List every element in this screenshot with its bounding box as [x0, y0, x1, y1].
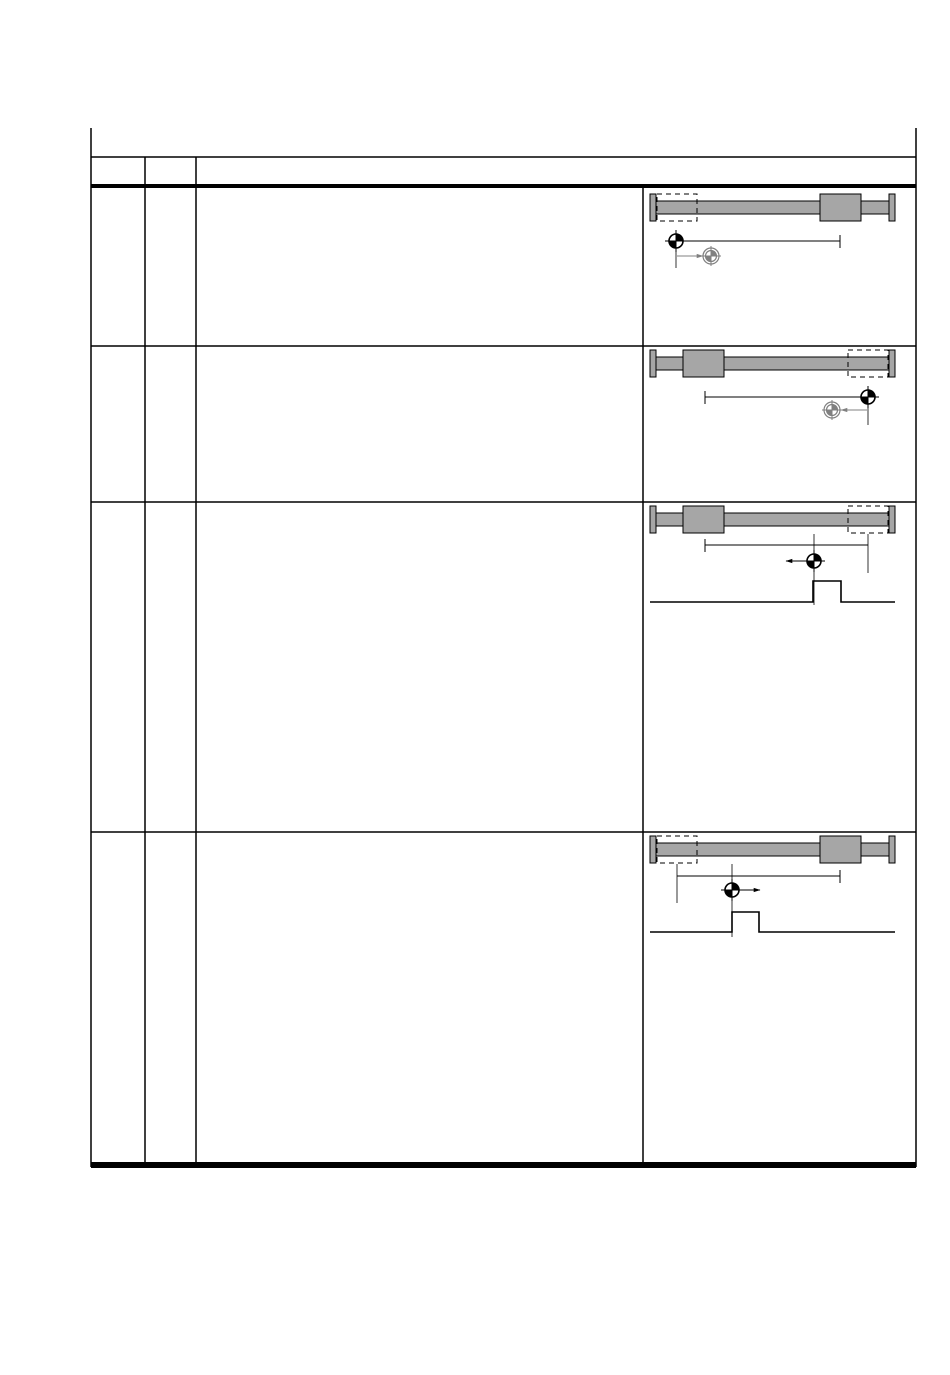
table-frame: [91, 128, 916, 1167]
end-stop-left: [650, 506, 656, 533]
diagram-row-1: [650, 194, 895, 268]
diagram-row-4: [650, 836, 895, 937]
carriage: [683, 506, 724, 533]
end-stop-left: [650, 350, 656, 377]
diagram-row-3: [650, 506, 895, 605]
end-stop-right: [889, 506, 895, 533]
reference-signal-pulse: [650, 581, 895, 602]
end-stop-left: [650, 194, 656, 221]
carriage: [820, 836, 861, 863]
end-stop-left: [650, 836, 656, 863]
carriage: [820, 194, 861, 221]
diagram-row-2: [650, 350, 895, 425]
home-position-icon: [822, 400, 842, 420]
reference-signal-pulse: [650, 912, 895, 932]
end-stop-right: [889, 350, 895, 377]
end-stop-right: [889, 836, 895, 863]
reference-point-icon: [803, 550, 825, 572]
end-stop-right: [889, 194, 895, 221]
reference-point-icon: [857, 386, 879, 408]
carriage: [683, 350, 724, 377]
home-position-icon: [701, 246, 721, 266]
reference-point-icon: [665, 230, 687, 252]
reference-point-icon: [721, 879, 743, 901]
